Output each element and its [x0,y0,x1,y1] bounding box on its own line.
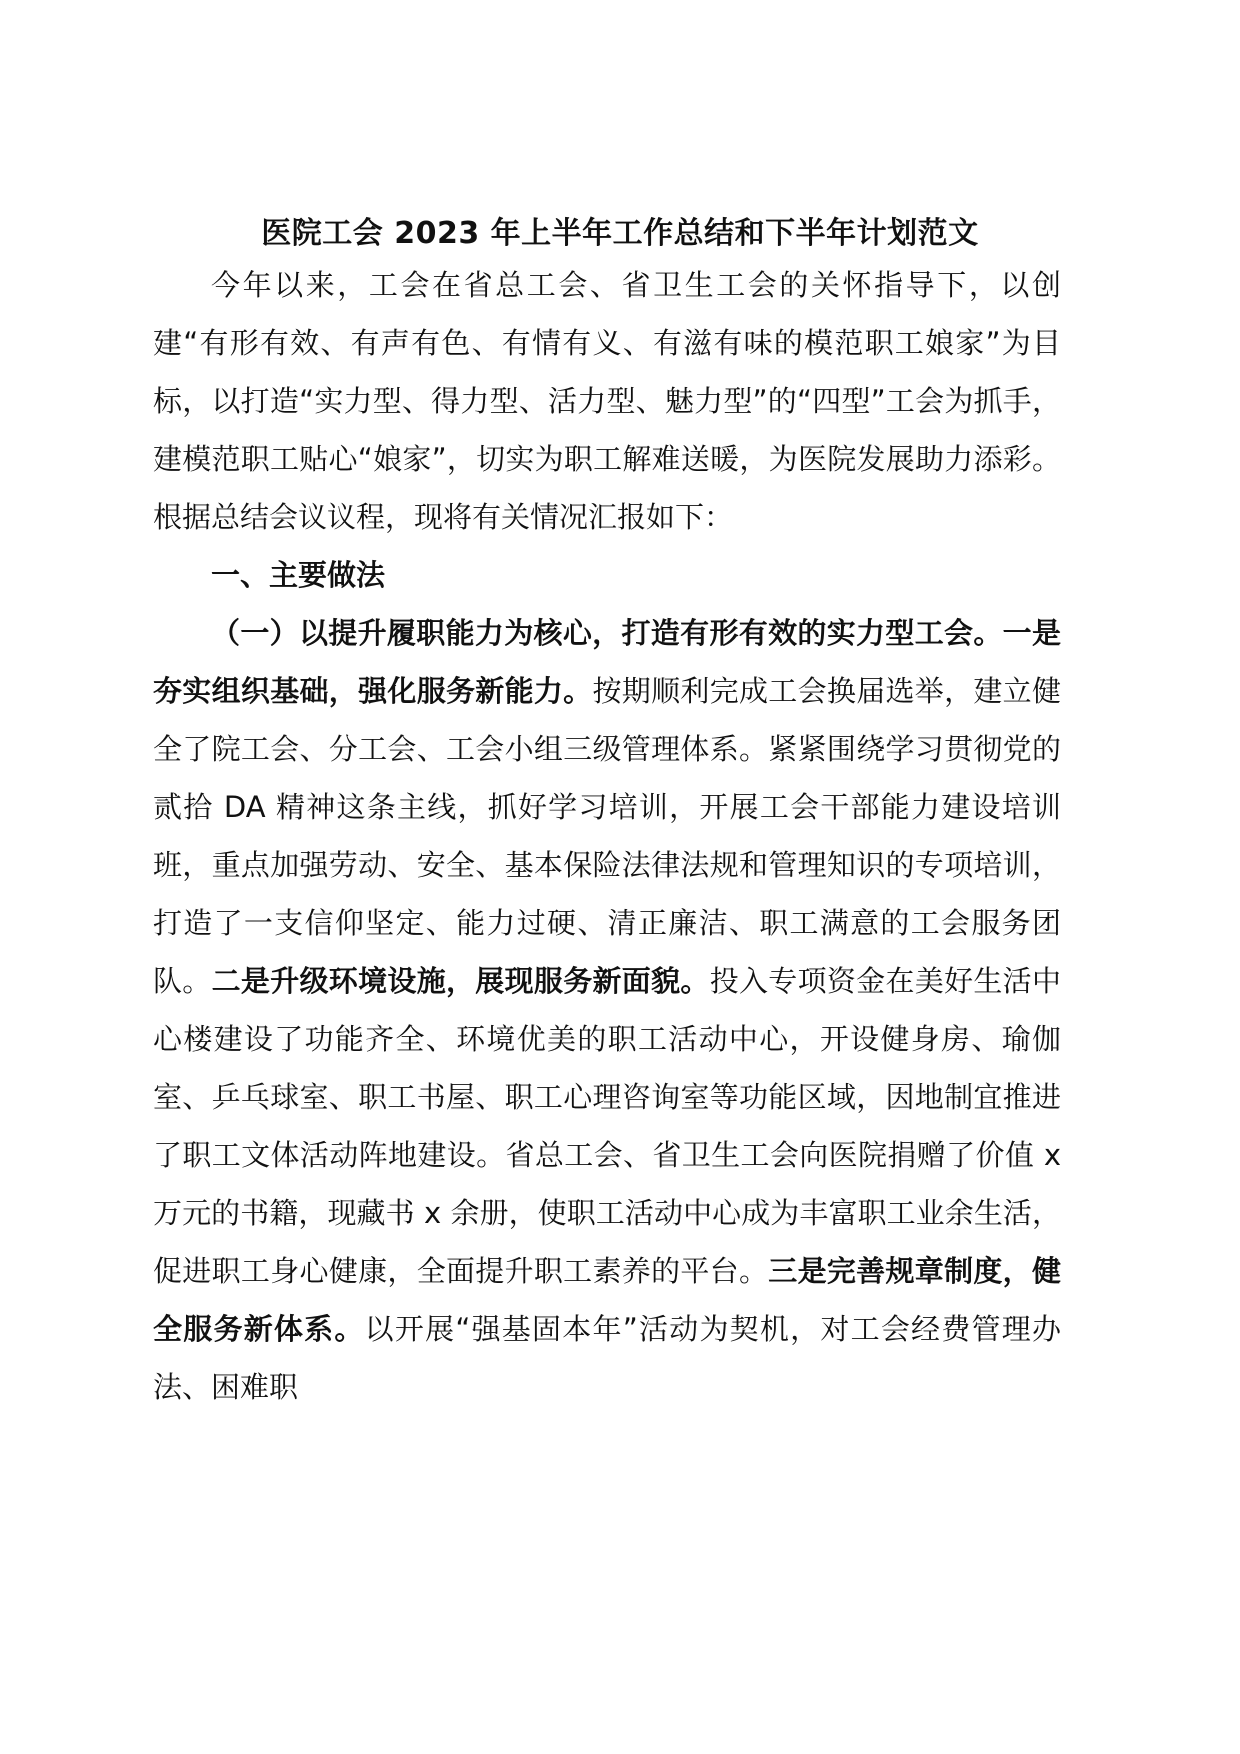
point-heading: 一是夯实组织基础，强化服务新能力。 [153,616,1061,708]
section-heading: 一、主要做法 [211,558,386,592]
body-paragraph [153,604,1061,1416]
subsection-heading: （一）以提升履职能力为核心，打造有形有效的实力型工会。 [211,616,1003,650]
point-text: 以开展“强基固本年”活动为契机，对工会经费管理办法、困难职 [153,1312,1061,1404]
intro-paragraph: 今年以来，工会在省总工会、省卫生工会的关怀指导下，以创建“有形有效、有声有色、有情有义、有滋有味的模范职工娘家”为目标，以打造“实力型、得力型、活力型、魅力型”的“四型”工会为抓手，建模范职工贴心“娘家”，切实为职工解难送暖，为医院发展助力添彩。根据总结会议议程，现将有关情况汇报如下： [153,268,1061,534]
point-heading: 二是升级环境设施，展现服务新面貌。 [211,964,710,998]
document-body [153,256,1061,1416]
point-text: 按期顺利完成工会换届选举，建立健全了院工会、分工会、工会小组三级管理体系。紧紧围绕学习贯彻党的贰拾 DA 精神这条主线，抓好学习培训，开展工会干部能力建设培训班，重点加强劳动、安全、基本保险法律法规和管理知识的专项培训，打造了一支信仰坚定、能力过硬、清正廉洁、职工满意的工会服务团队。 [153,674,1061,998]
point-heading: 三是完善规章制度，健全服务新体系。 [153,1254,1061,1346]
point-text: 投入专项资金在美好生活中心楼建设了功能齐全、环境优美的职工活动中心，开设健身房、瑜伽室、乒乓球室、职工书屋、职工心理咨询室等功能区域，因地制宜推进了职工文体活动阵地建设。省总工会、省卫生工会向医院捐赠了价值 x 万元的书籍，现藏书 x 余册，使职工活动中心成为丰富职工业余生活，促进职工身心健康，全面提升职工素养的平台。 [153,964,1061,1288]
document-title: 医院工会 2023 年上半年工作总结和下半年计划范文 [261,216,979,251]
